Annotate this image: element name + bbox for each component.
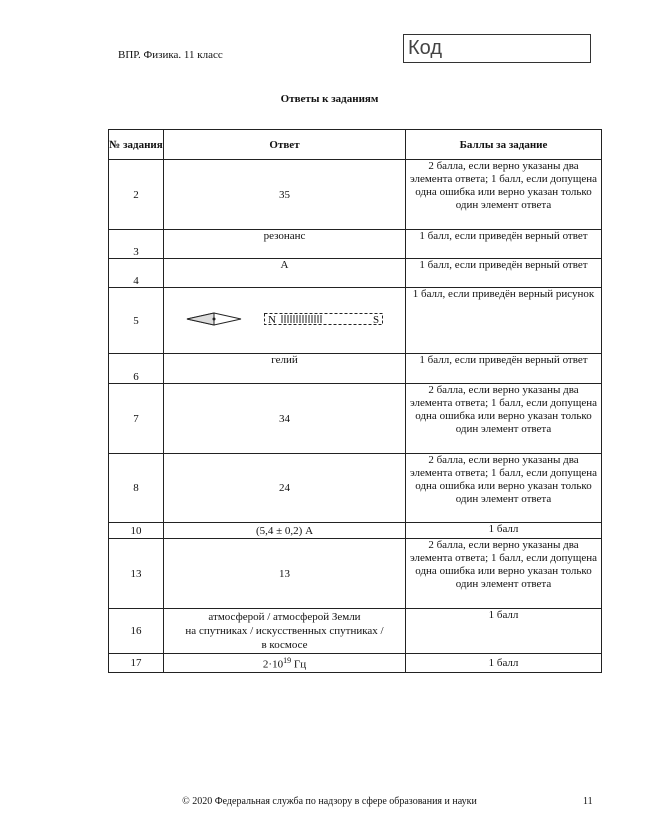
answer-exponent: 19 bbox=[283, 655, 292, 665]
table-header-row bbox=[109, 130, 602, 160]
row-answer: гелий bbox=[164, 354, 406, 384]
row-answer bbox=[164, 609, 406, 654]
answer-unit: Гц bbox=[291, 658, 307, 671]
row-points: 2 балла, если верно указаны два элемента ответа; 1 балл, если допущена одна ошибка или верно указан только один элемент ответа bbox=[406, 454, 602, 523]
code-field[interactable]: Код bbox=[403, 34, 591, 63]
answer-line: атмосферой / атмосферой Земли bbox=[208, 611, 361, 623]
table-row bbox=[109, 539, 602, 609]
page-number: 11 bbox=[583, 796, 593, 807]
table-row bbox=[109, 609, 602, 654]
row-num: 3 bbox=[109, 230, 164, 259]
row-points: 2 балла, если верно указаны два элемента ответа; 1 балл, если допущена одна ошибка или верно указан только один элемент ответа bbox=[406, 160, 602, 230]
answer-line: на спутниках / искусственных спутниках / bbox=[185, 625, 384, 637]
row-num: 4 bbox=[109, 259, 164, 288]
row-answer: 13 bbox=[164, 539, 406, 609]
footer-copyright: © 2020 Федеральная служба по надзору в сфере образования и науки bbox=[182, 796, 477, 807]
row-points: 1 балл, если приведён верный ответ bbox=[406, 259, 602, 288]
magnet-pole-s: S bbox=[372, 314, 379, 326]
row-points: 1 балл bbox=[406, 523, 602, 539]
row-points: 1 балл, если приведён верный ответ bbox=[406, 354, 602, 384]
row-num: 16 bbox=[109, 609, 164, 654]
row-points: 1 балл bbox=[406, 654, 602, 673]
row-points: 2 балла, если верно указаны два элемента ответа; 1 балл, если допущена одна ошибка или верно указан только один элемент ответа bbox=[406, 539, 602, 609]
row-answer: 24 bbox=[164, 454, 406, 523]
table-row bbox=[109, 160, 602, 230]
row-num: 17 bbox=[109, 654, 164, 673]
row-points: 2 балла, если верно указаны два элемента ответа; 1 балл, если допущена одна ошибка или верно указан только один элемент ответа bbox=[406, 384, 602, 454]
row-num: 8 bbox=[109, 454, 164, 523]
table-row bbox=[109, 288, 602, 354]
row-num: 6 bbox=[109, 354, 164, 384]
row-num: 7 bbox=[109, 384, 164, 454]
row-num: 13 bbox=[109, 539, 164, 609]
row-points: 1 балл, если приведён верный ответ bbox=[406, 230, 602, 259]
table-row bbox=[109, 230, 602, 259]
compass-needle-icon bbox=[186, 312, 242, 326]
row-answer: 35 bbox=[164, 160, 406, 230]
answer-base: 2·10 bbox=[262, 658, 284, 671]
document-title: Ответы к заданиям bbox=[280, 93, 379, 105]
header-answer: Ответ bbox=[164, 130, 406, 160]
row-answer: А bbox=[164, 259, 406, 288]
magnet-compass-figure bbox=[186, 312, 384, 326]
row-answer bbox=[164, 288, 406, 354]
row-points: 1 балл, если приведён верный рисунок bbox=[406, 288, 602, 354]
bar-magnet-icon bbox=[264, 312, 384, 326]
row-num: 10 bbox=[109, 523, 164, 539]
table-row bbox=[109, 454, 602, 523]
header-points: Баллы за задание bbox=[406, 130, 602, 160]
answers-table bbox=[108, 129, 602, 673]
table-row bbox=[109, 354, 602, 384]
row-answer: резонанс bbox=[164, 230, 406, 259]
table-row bbox=[109, 259, 602, 288]
table-row bbox=[109, 384, 602, 454]
row-answer: 34 bbox=[164, 384, 406, 454]
table-row bbox=[109, 654, 602, 673]
row-num: 2 bbox=[109, 160, 164, 230]
table-row bbox=[109, 523, 602, 539]
row-num: 5 bbox=[109, 288, 164, 354]
row-answer bbox=[164, 654, 406, 673]
magnet-pole-n: N bbox=[267, 314, 276, 326]
answer-line: в космосе bbox=[261, 639, 308, 651]
header-num: № задания bbox=[109, 130, 164, 160]
row-points: 1 балл bbox=[406, 609, 602, 654]
row-answer: (5,4 ± 0,2) А bbox=[164, 523, 406, 539]
header-title: ВПР. Физика. 11 класс bbox=[118, 49, 223, 61]
